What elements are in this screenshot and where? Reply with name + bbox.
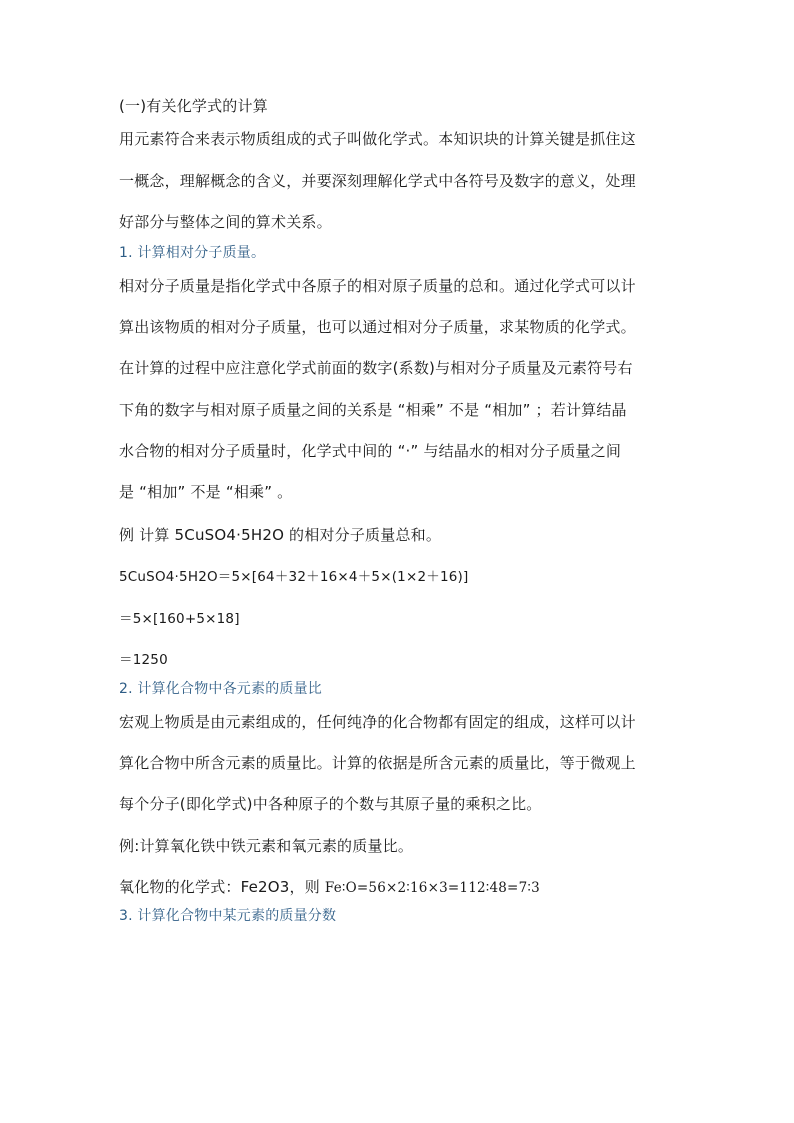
intro-line-1: 用元素符合来表示物质组成的式子叫做化学式。本知识块的计算关键是抓住这: [119, 130, 636, 148]
para2-line-3: 每个分子(即化学式)中各种原子的个数与其原子量的乘积之比。: [119, 795, 542, 813]
para2-line-2: 算化合物中所含元素的质量比。计算的依据是所含元素的质量比，等于微观上: [119, 754, 636, 772]
calc-line-2: ＝5×[160+5×18]: [119, 611, 240, 627]
solution-2: [119, 877, 540, 898]
para1-line-5: 水合物的相对分子质量时，化学式中间的 “·” 与结晶水的相对分子质量之间: [119, 442, 622, 460]
para1-line-1: 相对分子质量是指化学式中各原子的相对原子质量的总和。通过化学式可以计: [119, 277, 636, 295]
heading-mass-ratio: 2. 计算化合物中各元素的质量比: [119, 681, 323, 697]
heading-mass-fraction: 3. 计算化合物中某元素的质量分数: [119, 908, 337, 924]
para1-line-6: 是 “相加” 不是 “相乘” 。: [119, 483, 293, 501]
para1-line-3: 在计算的过程中应注意化学式前面的数字(系数)与相对分子质量及元素符号右: [119, 359, 633, 377]
intro-line-2: 一概念，理解概念的含义，并要深刻理解化学式中各符号及数字的意义，处理: [119, 172, 636, 190]
example-2: 例:计算氧化铁中铁元素和氧元素的质量比。: [119, 837, 414, 855]
calc-line-3: ＝1250: [119, 652, 168, 668]
solution-2-prefix: 氧化物的化学式：Fe2O3，则: [119, 878, 325, 896]
section-title: (一)有关化学式的计算: [119, 97, 268, 115]
example-1: 例 计算 5CuSO4·5H2O 的相对分子质量总和。: [119, 526, 442, 544]
solution-2-formula: Fe∶O=56×2∶16×3=112∶48=7∶3: [324, 880, 540, 896]
intro-line-3: 好部分与整体之间的算术关系。: [119, 213, 332, 231]
calc-line-1: 5CuSO4·5H2O＝5×[64＋32＋16×4＋5×(1×2＋16)]: [119, 569, 469, 585]
heading-relative-molecular-mass: 1. 计算相对分子质量。: [119, 245, 266, 261]
para2-line-1: 宏观上物质是由元素组成的，任何纯净的化合物都有固定的组成，这样可以计: [119, 713, 636, 731]
para1-line-4: 下角的数字与相对原子质量之间的关系是 “相乘” 不是 “相加” ；若计算结晶: [119, 401, 627, 419]
para1-line-2: 算出该物质的相对分子质量，也可以通过相对分子质量，求某物质的化学式。: [119, 318, 636, 336]
